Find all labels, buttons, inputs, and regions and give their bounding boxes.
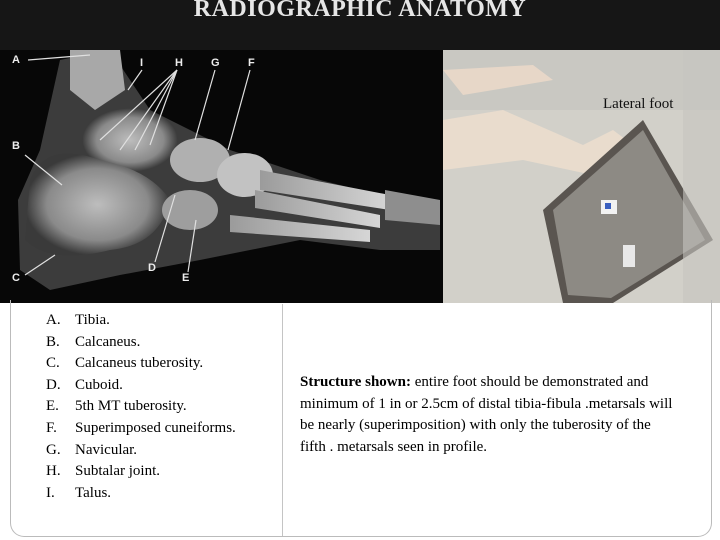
positioning-photo	[443, 50, 720, 303]
title-bar	[0, 0, 720, 50]
page-title: RADIOGRAPHIC ANATOMY	[193, 0, 527, 22]
legend-item: C. Calcaneus tuberosity.	[46, 355, 204, 372]
xray-label-i: I	[140, 57, 144, 69]
xray-label-h: H	[175, 57, 183, 69]
legend-item: B. Calcaneus.	[46, 333, 141, 350]
column-divider	[282, 304, 283, 536]
xray-label-b: B	[12, 140, 20, 152]
xray-label-a: A	[12, 54, 20, 66]
anatomy-legend	[46, 310, 236, 504]
legend-item: I. Talus.	[46, 484, 112, 501]
xray-label-d: D	[148, 262, 156, 274]
xray-image	[0, 50, 443, 303]
xray-label-c: C	[12, 272, 20, 284]
legend-item: H. Subtalar joint.	[46, 463, 160, 480]
description-body: entire foot should be demonstrated and minimum of 1 in or 2.5cm of distal tibia-fibula .metarsals will be nearly (superimposition) with only the tuberosity of the fifth . metarsals seen in profile.	[300, 374, 673, 455]
photo-label: Lateral foot	[603, 96, 674, 112]
description-heading: Structure shown:	[300, 374, 411, 390]
xray-label-f: F	[248, 57, 255, 69]
legend-item: G. Navicular.	[46, 441, 138, 458]
lateral-foot-photo-illustration	[443, 50, 720, 303]
legend-item: F. Superimposed cuneiforms.	[46, 419, 236, 436]
xray-foot-illustration	[0, 50, 443, 303]
legend-item: A. Tibia.	[46, 312, 110, 328]
structure-description	[300, 372, 680, 458]
xray-label-e: E	[182, 272, 190, 284]
legend-item: E. 5th MT tuberosity.	[46, 398, 187, 415]
xray-label-g: G	[211, 57, 220, 69]
legend-item: D. Cuboid.	[46, 376, 123, 393]
